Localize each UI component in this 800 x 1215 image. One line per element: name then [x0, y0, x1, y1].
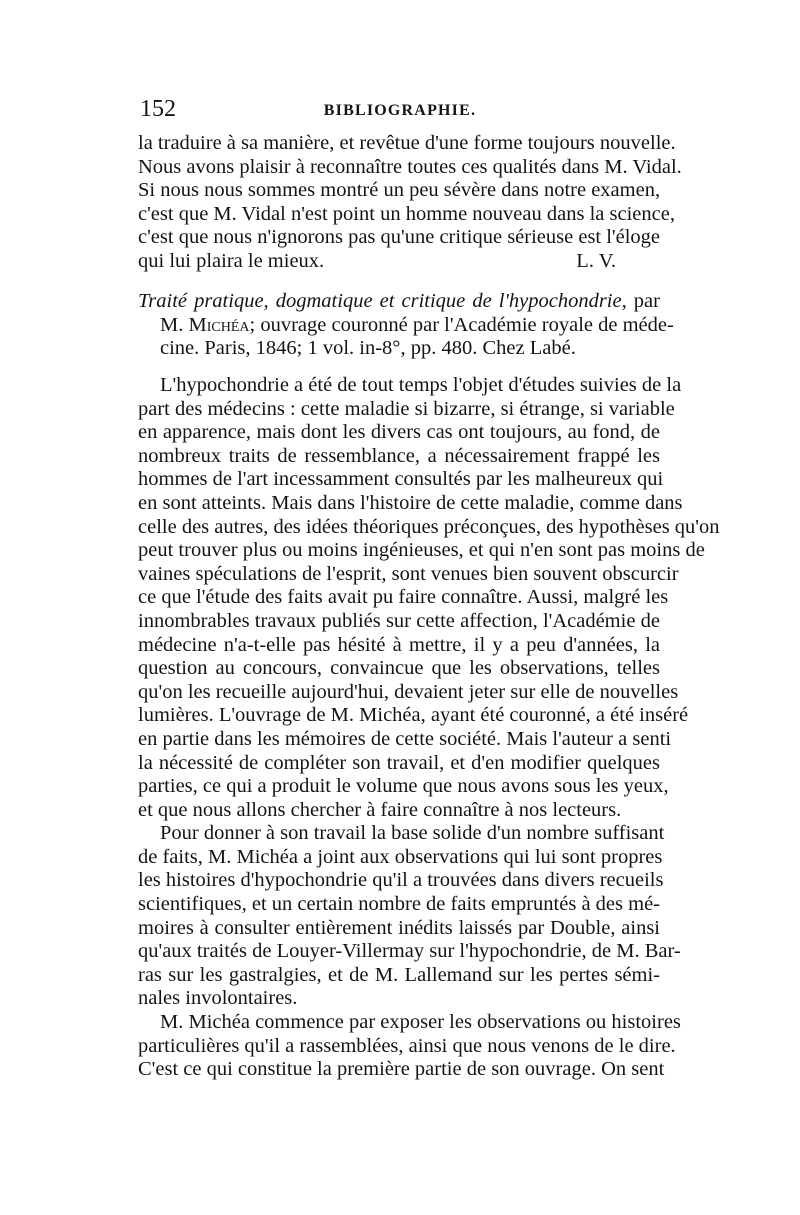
text-line: en sont atteints. Mais dans l'histoire de cette maladie, comme dans: [138, 491, 683, 514]
review-title-line: [138, 290, 660, 314]
text-line: les histoires d'hypochondrie qu'il a trouvées dans divers recueils: [138, 869, 664, 892]
text-line: en partie dans les mémoires de cette société. Mais l'auteur a senti: [138, 727, 672, 750]
author-name: Michéa: [188, 313, 250, 336]
text-line: qu'aux traités de Louyer-Villermay sur l'hypochondrie, de M. Bar-: [138, 940, 681, 963]
text-line: Nous avons plaisir à reconnaître toutes ces qualités dans M. Vidal.: [138, 155, 682, 178]
text-line: de faits, M. Michéa a joint aux observations qui lui sont propres: [138, 845, 663, 868]
previous-review-ending: [138, 132, 682, 274]
text-line: moires à consulter entièrement inédits laissés par Double, ainsi: [138, 916, 660, 939]
text-line: c'est que M. Vidal n'est point un homme nouveau dans la science,: [138, 202, 675, 225]
text-line: la traduire à sa manière, et revêtue d'une forme toujours nouvelle.: [138, 132, 676, 154]
text-line: médecine n'a-t-elle pas hésité à mettre, il y a peu d'années, la: [138, 633, 660, 656]
text-line: question au concours, convaincue que les observations, telles: [138, 657, 660, 680]
paragraph-1: [138, 374, 720, 822]
text-line: et que nous allons chercher à faire connaître à nos lecteurs.: [138, 798, 622, 821]
author-prefix: M.: [160, 313, 189, 336]
review-heading: [138, 290, 674, 361]
text-line: nombreux traits de ressemblance, a nécessairement frappé les: [138, 444, 660, 467]
review-author-line: [138, 313, 674, 338]
text-line: c'est que nous n'ignorons pas qu'une critique sérieuse est l'éloge: [138, 226, 661, 249]
paragraph-3: [138, 1011, 681, 1082]
text-line: vaines spéculations de l'esprit, sont venues bien souvent obscurcir: [138, 562, 679, 585]
closing-line: [138, 250, 660, 274]
text-line: L'hypochondrie a été de tout temps l'objet d'études suivies de la: [160, 374, 682, 396]
author-rest: ; ouvrage couronné par l'Académie royale de méde-: [249, 313, 674, 336]
text-line: hommes de l'art incessamment consultés par les malheureux qui: [138, 468, 664, 491]
running-head: BIBLIOGRAPHIE.: [323, 102, 477, 119]
text-line: particulières qu'il a rassemblées, ainsi que nous venons de le dire.: [138, 1034, 676, 1057]
text-line: celle des autres, des idées théoriques préconçues, des hypothèses qu'on: [138, 515, 720, 538]
text-line: lumières. L'ouvrage de M. Michéa, ayant été couronné, a été inséré: [138, 704, 689, 727]
page-header: [140, 96, 660, 126]
text-line: parties, ce qui a produit le volume que nous avons sous les yeux,: [138, 775, 669, 798]
text-line: qu'on les recueille aujourd'hui, devaient jeter sur elle de nouvelles: [138, 680, 679, 703]
text-line: scientifiques, et un certain nombre de faits empruntés à des mé-: [138, 893, 660, 916]
text-line: Si nous nous sommes montré un peu sévère dans notre examen,: [138, 179, 661, 202]
reviewer-signature: L. V.: [576, 249, 616, 272]
text-line: peut trouver plus ou moins ingénieuses, et qui n'en sont pas moins de: [138, 539, 705, 562]
text-line: ras sur les gastralgies, et de M. Lallemand sur les pertes sémi-: [138, 963, 660, 986]
text-line: M. Michéa commence par exposer les observations ou histoires: [160, 1011, 681, 1034]
text-line: C'est ce qui constitue la première partie de son ouvrage. On sent: [138, 1058, 665, 1081]
text-line: ce que l'étude des faits avait pu faire connaître. Aussi, malgré les: [138, 586, 669, 609]
page-number: 152: [140, 96, 176, 122]
review-body: [138, 374, 720, 1082]
text-line: la nécessité de compléter son travail, et d'en modifier quelques: [138, 751, 660, 774]
text-line: Pour donner à son travail la base solide d'un nombre suffisant: [160, 822, 665, 845]
text-line: qui lui plaira le mieux.: [138, 249, 325, 272]
text-line: innombrables travaux publiés sur cette affection, l'Académie de: [138, 609, 660, 632]
paragraph-2: [138, 822, 681, 1011]
text-line: en apparence, mais dont les divers cas ont toujours, au fond, de: [138, 421, 660, 444]
title-by: par: [626, 290, 660, 312]
book-title: Traité pratique, dogmatique et critique de l'hypochondrie,: [138, 290, 627, 312]
text-line: nales involontaires.: [138, 987, 298, 1010]
text-line: part des médecins : cette maladie si bizarre, si étrange, si variable: [138, 397, 675, 420]
publication-line: cine. Paris, 1846; 1 vol. in-8°, pp. 480. Chez Labé.: [160, 337, 576, 360]
